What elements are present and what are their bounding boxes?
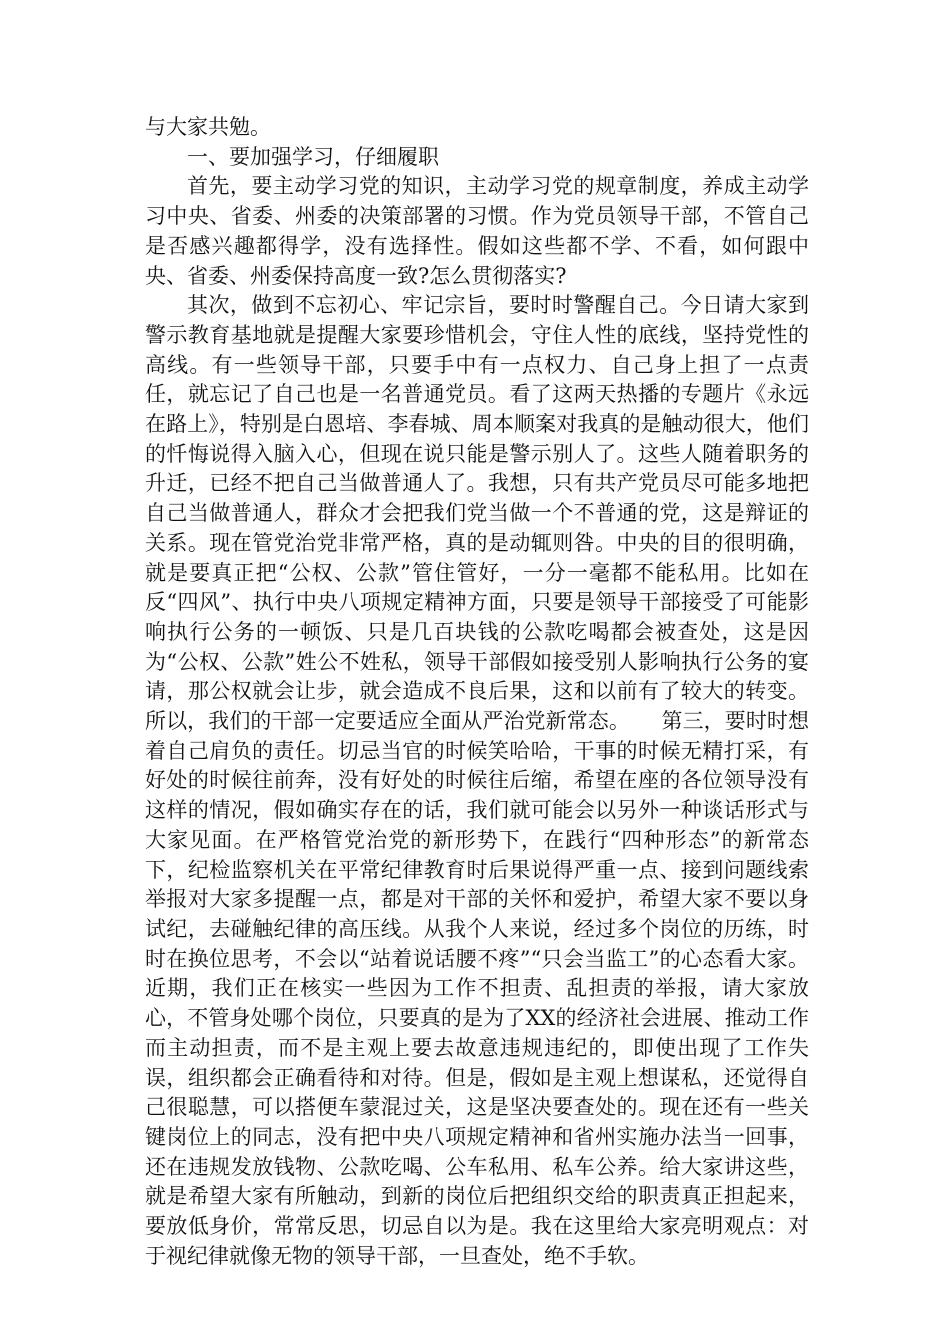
section-heading: 一、要加强学习，仔细履职 <box>187 144 439 169</box>
paragraph-second <box>145 291 809 1271</box>
paragraph-second-text: 其次，做到不忘初心、牢记宗旨，要时时警醒自己。今日请大家到警示教育基地就是提醒大家要珍惜机会，守住人性的底线，坚持党性的高线。有一些领导干部，只要手中有一点权力、自己身上担了一点责任，就忘记了自己也是一名普通党员。看了这两天热播的专题片《永远在路上》，特别是白恩培、李春城、周本顺案对我真的是触动很大，他们的忏悔说得入脑入心，但现在说只能是警示别人了。这些人随着职务的升迁，已经不把自己当做普通人了。我想，只有共产党员尽可能多地把自己当做普通人，群众才会把我们党当做一个不普通的党，这是辩证的关系。现在管党治党非常严格，真的是动辄则咎。中央的目的很明确，就是要真正把“公权、公款”管住管好，一分一毫都不能私用。比如在反“四风”、执行中央八项规定精神方面，只要是领导干部接受了可能影响执行公务的一顿饭、只是几百块钱的公款吃喝都会被查处，这是因为“公权、公款”姓公不姓私，领导干部假如接受别人影响执行公务的宴请，那公权就会让步，就会造成不良后果，这和以前有了较大的转变。所以，我们的干部一定要适应全面从严治党新常态。 <box>145 293 809 734</box>
document-body <box>145 113 809 1271</box>
paragraph-third-text: 第三，要时时想着自己肩负的责任。切忌当官的时候笑哈哈，干事的时候无精打采，有好处的时候往前奔，没有好处的时候往后缩，希望在座的各位领导没有这样的情况，假如确实存在的话，我们就可能会以另外一种谈话形式与大家见面。在严格管党治党的新形势下，在践行“四种形态”的新常态下，纪检监察机关在平常纪律教育时后果说得严重一点、接到问题线索举报对大家多提醒一点，都是对干部的关怀和爱护，希望大家不要以身试纪，去碰触纪律的高压线。从我个人来说，经过多个岗位的历练，时时在换位思考，不会以“站着说话腰不疼”“只会当监工”的心态看大家。近期，我们正在核实一些因为工作不担责、乱担责的举报，请大家放心，不管身处哪个岗位，只要真的是为了XX的经济社会进展、推动工作而主动担责，而不是主观上要去故意违规违纪的，即使出现了工作失误，组织都会正确看待和对待。但是，假如是主观上想谋私，还觉得自己很聪慧，可以搭便车蒙混过关，这是坚决要查处的。现在还有一些关键岗位上的同志，没有把中央八项规定精神和省州实施办法当一回事，还在违规发放钱物、公款吃喝、公车私用、私车公养。给大家讲这些，就是希望大家有所触动，到新的岗位后把组织交给的职责真正担起来，要放低身价，常常反思，切忌自以为是。我在这里给大家亮明观点：对于视纪律就像无物的领导干部，一旦查处，绝不手软。 <box>145 709 810 1268</box>
paragraph-closing-line: 与大家共勉。 <box>145 115 271 139</box>
paragraph-first: 首先，要主动学习党的知识，主动学习党的规章制度，养成主动学习中央、省委、州委的决策部署的习惯。作为党员领导干部，不管自己是否感兴趣都得学，没有选择性。假如这些都不学、不看，如何跟中央、省委、州委保持高度一致?怎么贯彻落实? <box>145 174 809 288</box>
